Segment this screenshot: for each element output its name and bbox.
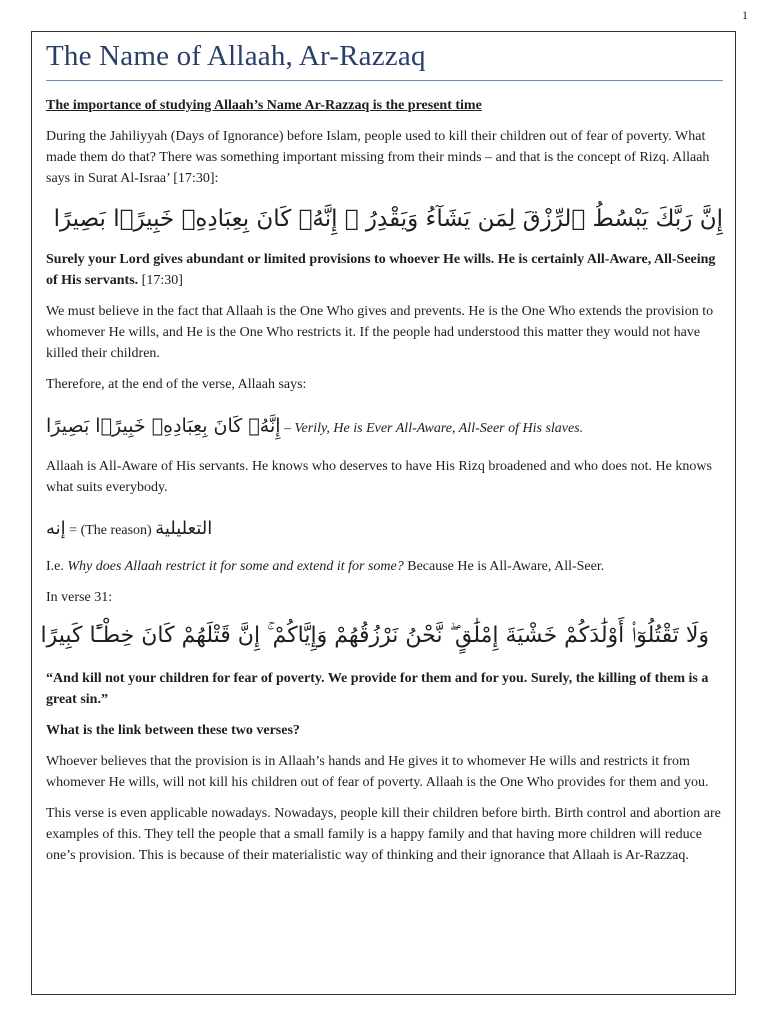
ie-answer: Because He is All-Aware, All-Seer. (403, 559, 605, 574)
ie-question: Why does Allaah restrict it for some and extend it for some? (67, 559, 404, 574)
verse-31-arabic: وَلَا تَقْتُلُوٓا۟ أَوْلَٰدَكُمْ خَشْيَةَ إِمْلَٰقٍ ۖ نَّحْنُ نَرْزُقُهُمْ وَإِيَّاكُمْ ۚ إِنَّ قَتْلَهُمْ كَانَ خِطْـًٔا كَبِيرًا (40, 623, 709, 648)
verse-30-translation (46, 249, 723, 291)
link-answer: Whoever believes that the provision is in Allaah’s hands and He gives it to whomever He wills and restricts it from whomever He wills, will not kill his children out of fear of poverty. Allaah is the One Who provides for them and you. (46, 754, 709, 790)
verse-end-translation: – Verily, He is Ever All-Aware, All-Seer of His slaves. (280, 421, 584, 436)
document-content (40, 40, 723, 866)
modern-paragraph: This verse is even applicable nowadays. Nowadays, people kill their children before birth. Birth control and abortion are examples of this. They tell the people that a small family is a happy family and that having more children will reduce one’s provision. This is because of their materialistic way of thinking and their ignorance that Allaah is Ar-Razzaq. (46, 806, 721, 863)
ie-prefix: I.e. (46, 559, 68, 574)
verse-end-arabic: إِنَّهُۥ كَانَ بِعِبَادِهِۦ خَبِيرًۢا بَصِيرًا (46, 415, 281, 437)
reason-arabic-term: التعليلية (155, 518, 213, 539)
therefore-line: Therefore, at the end of the verse, Allaah says: (46, 377, 307, 392)
reason-arabic-word: إنه (46, 518, 66, 539)
verse-30-arabic: إِنَّ رَبَّكَ يَبْسُطُ ٱلرِّزْقَ لِمَن يَشَآءُ وَيَقْدِرُ ۚ إِنَّهُۥ كَانَ بِعِبَادِهِۦ خَبِيرًۢا بَصِيرًا (53, 206, 723, 232)
belief-paragraph: We must believe in the fact that Allaah is the One Who gives and prevents. He is the One Who extends the provision to whomever He wills, and He is the One Who restricts it. If the people had understood this matter they would not have killed their children. (46, 304, 714, 361)
section-heading: The importance of studying Allaah’s Name Ar-Razzaq is the present time (46, 98, 482, 113)
verse-end-line (46, 409, 723, 446)
reason-line (46, 514, 723, 546)
verse-30-reference: [17:30] (138, 273, 183, 288)
link-question: What is the link between these two verses? (46, 723, 300, 738)
verse-31-label: In verse 31: (46, 590, 113, 605)
intro-paragraph: During the Jahiliyyah (Days of Ignorance) before Islam, people used to kill their children out of fear of poverty. What made them do that? There was something important missing from their minds – and that is the concept of Rizq. Allaah says in Surat Al-Israa’ [17:30]: (46, 129, 710, 186)
page-number: 1 (742, 8, 748, 22)
verse-31-translation: “And kill not your children for fear of poverty. We provide for them and for you. Surely, the killing of them is a great sin.” (46, 671, 709, 707)
ie-line (46, 556, 723, 577)
all-aware-paragraph: Allaah is All-Aware of His servants. He knows who deserves to have His Rizq broadened and who does not. He knows what suits everybody. (46, 459, 712, 495)
verse-30-translation-text: Surely your Lord gives abundant or limited provisions to whoever He wills. He is certainly All-Aware, All-Seeing of His servants. (46, 252, 716, 288)
document-title: The Name of Allaah, Ar-Razzaq (46, 40, 723, 81)
reason-label: = (The reason) (65, 523, 156, 538)
